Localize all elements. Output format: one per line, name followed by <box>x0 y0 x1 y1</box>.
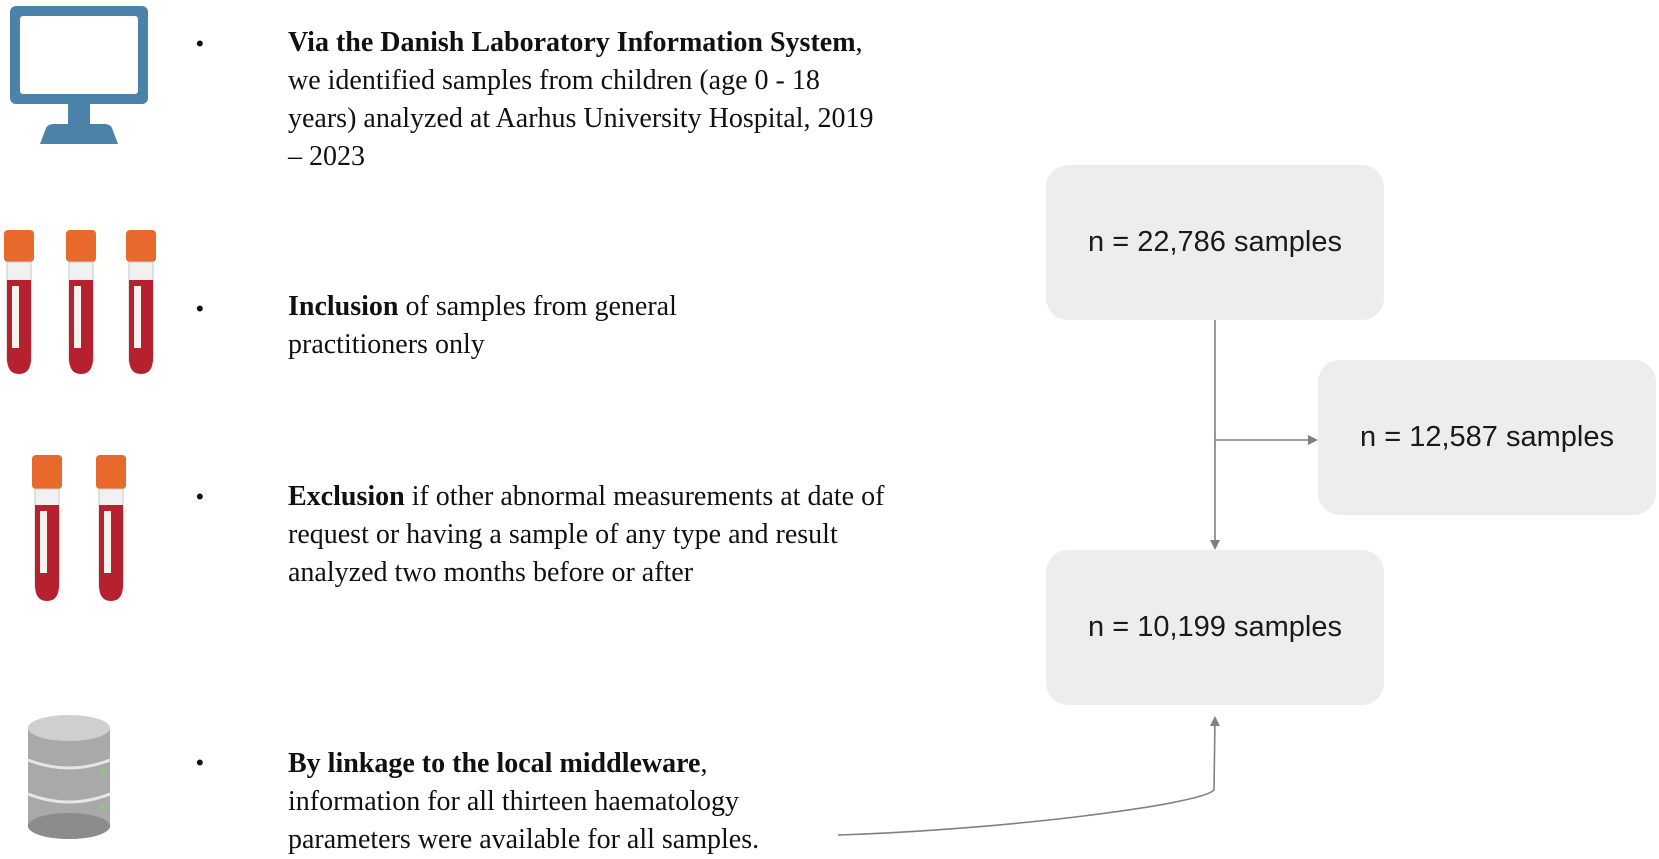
step-exclusion-rest: if other abnormal measurements at date of request or having a sample of any type and result analyzed two months before or after <box>288 481 885 588</box>
bullet-4: • <box>196 750 204 775</box>
step-inclusion-bold: Inclusion <box>288 291 399 322</box>
final-samples-label: n = 10,199 samples <box>1088 611 1342 643</box>
excluded-samples-label: n = 12,587 samples <box>1360 421 1614 453</box>
step-identification-text <box>288 24 893 176</box>
step-identification-rest: , we identified samples from children (age 0 - 18 years) analyzed at Aarhus University Hospital, 2019 – 2023 <box>288 27 874 172</box>
computer-monitor-icon <box>8 4 150 144</box>
step-exclusion-text <box>288 478 888 592</box>
step-identification-bold: Via the Danish Laboratory Information System <box>288 27 856 58</box>
excluded-samples-box <box>1318 360 1656 515</box>
step-exclusion-bold: Exclusion <box>288 481 405 512</box>
bullet-2: • <box>196 296 204 321</box>
bullet-1: • <box>196 31 204 56</box>
step-linkage-bold: By linkage to the local middleware <box>288 748 701 779</box>
bullet-3: • <box>196 484 204 509</box>
step-linkage-text <box>288 745 818 859</box>
step-linkage-rest: , information for all thirteen haematology parameters were available for all samples. <box>288 748 760 855</box>
three-blood-tubes-icon <box>2 230 158 378</box>
final-samples-box <box>1046 550 1384 705</box>
two-blood-tubes-icon <box>30 455 130 605</box>
total-samples-box <box>1046 165 1384 320</box>
step-inclusion-rest: of samples from general practitioners only <box>288 291 677 360</box>
arrow-linkage-to-final <box>838 718 1215 835</box>
total-samples-label: n = 22,786 samples <box>1088 226 1342 258</box>
step-inclusion-text <box>288 288 768 364</box>
database-icon <box>26 714 112 840</box>
